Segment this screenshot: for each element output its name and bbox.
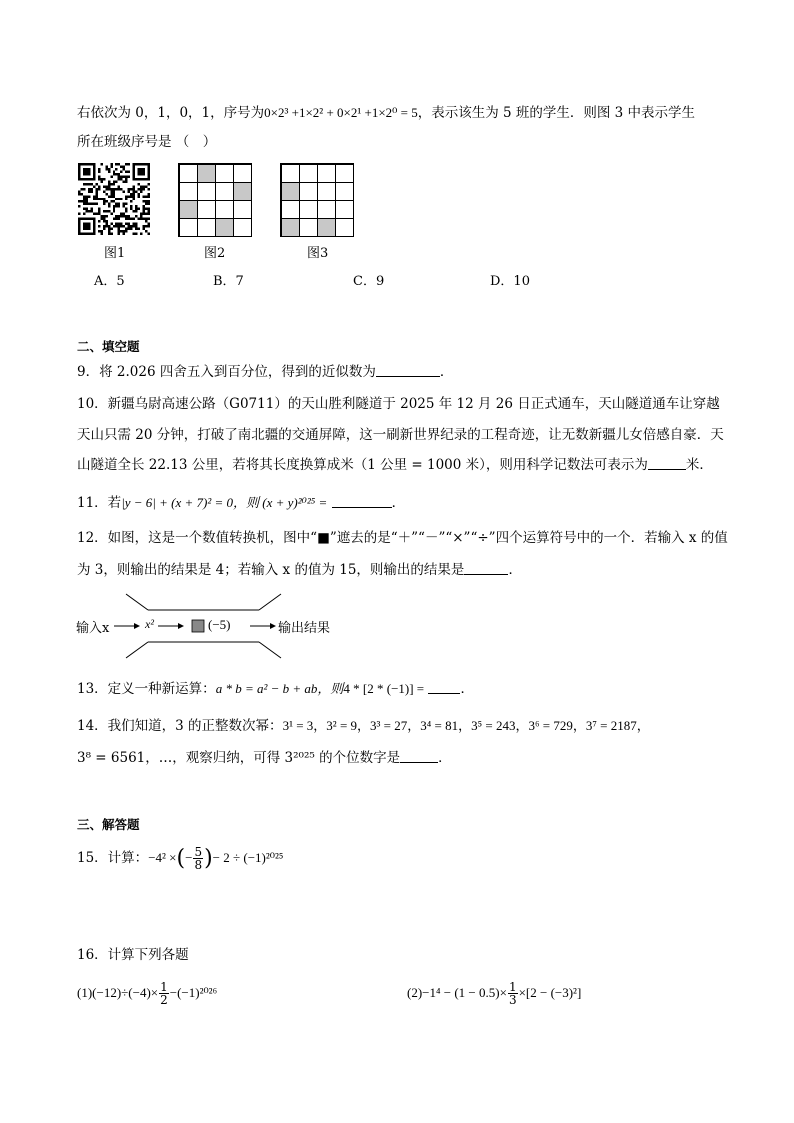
q11-end: ． [391, 495, 406, 511]
figure-2-cell [179, 200, 198, 219]
q16-p1-den: 2 [160, 993, 168, 1007]
figure-2-grid [178, 163, 252, 237]
q15-frac-den: 8 [194, 858, 203, 872]
figure-3-cell [299, 182, 318, 201]
q16-p2-den: 3 [508, 993, 517, 1007]
q14-end: ． [438, 750, 452, 766]
q8-expr: 0×2³ +1×2² + 0×2¹ +1×2⁰ = 5 [264, 105, 418, 120]
figure-3-cell [299, 164, 318, 183]
q13-answer-blank[interactable] [428, 681, 460, 694]
q12-end: ． [508, 562, 522, 578]
q12-answer-blank[interactable] [464, 562, 508, 575]
q10-line3 [77, 455, 713, 475]
figure-3-cell [335, 218, 354, 237]
figure-3-cell [299, 200, 318, 219]
q14-line2 [77, 748, 452, 768]
q12-line2 [77, 560, 522, 580]
q13-definition: a * b = a² − b + ab，则 [215, 681, 344, 696]
option-a[interactable]: A．5 [94, 274, 125, 289]
q12-line1: 12．如图，这是一个数值转换机，图中“■”遮去的是“＋”“－”“×”“÷”四个运算符号中的一个．若输入 x 的值 [77, 530, 728, 546]
figure-2-cell [179, 218, 198, 237]
figure-3-cell [281, 218, 300, 237]
machine-operand-label: (−5) [208, 617, 231, 632]
figure-3-cell [335, 182, 354, 201]
q8-text-b: ，表示该生为 5 班的学生．则图 3 中表示学生 [417, 105, 696, 121]
q10-end: 米． [685, 457, 713, 473]
q15-frac-num: 5 [194, 845, 203, 859]
figure-2-cell [197, 164, 216, 183]
figure-3-cell [317, 200, 336, 219]
figure-3-cell [317, 164, 336, 183]
figure-2-cell [233, 164, 252, 183]
q16-p2-expr-a: (2)−1⁴ − (1 − 0.5)× [407, 985, 507, 1000]
machine-output-label: 输出结果 [278, 621, 331, 636]
figure-3-cell [281, 164, 300, 183]
q12-text: 为 3，则输出的结果是 4；若输入 x 的值为 15，则输出的结果是 [77, 562, 465, 578]
figure-2-cell [215, 218, 234, 237]
figure-2-cell [179, 164, 198, 183]
q14-text: 14．我们知道，3 的正整数次幂： [77, 718, 283, 734]
q16-p1-fraction [159, 981, 169, 1006]
q13-expr: 4 * [2 * (−1)] = [343, 681, 425, 696]
q16-p2-num: 1 [508, 980, 517, 994]
q10-answer-blank[interactable] [648, 457, 686, 470]
figure-2-cell [197, 182, 216, 201]
machine-square-label: x² [145, 617, 154, 631]
q9 [77, 362, 453, 382]
section-3-title: 三、解答题 [77, 817, 140, 832]
q10-text: 山隧道全长 22.13 公里，若将其长度换算成米（1 公里 = 1000 米），则用科学记数法可表示为 [77, 457, 648, 473]
q11-answer-blank[interactable] [332, 495, 392, 508]
q9-end: ． [439, 364, 454, 380]
q15-expr-b: − 2 ÷ (−1)²⁰²⁵ [212, 850, 284, 865]
figure-2-cell [215, 182, 234, 201]
q15-label: 15．计算： [77, 850, 149, 866]
figure-2-cell [233, 218, 252, 237]
q8-text-a: 右依次为 0，1，0，1，序号为 [77, 105, 265, 121]
figure-2-cell [215, 200, 234, 219]
hidden-operator-square [192, 620, 204, 632]
machine-input-label: 输入x [76, 621, 110, 636]
q10-line1: 10．新疆乌尉高速公路（G0711）的天山胜利隧道于 2025 年 12 月 26 日正式通车，天山隧道通车让穿越 [77, 396, 720, 412]
q9-text: 9．将 2.026 四舍五入到百分位，得到的近似数为 [77, 364, 376, 380]
figure-3-cell [317, 182, 336, 201]
q14-text-2: 3⁸ = 6561，…，观察归纳，可得 3²⁰²⁵ 的个位数字是 [77, 750, 401, 766]
q16-part1 [77, 978, 217, 1008]
q16-part2 [407, 978, 581, 1008]
q13 [77, 679, 474, 699]
q15: 15．计算：−4² ×(− $\frac{5}{8}$ )− 2 ÷ (−1)²⁰²⁵ [77, 845, 284, 872]
figure-2-cell [197, 200, 216, 219]
q16-p2-expr-b: ×[2 − (−3)²] [518, 985, 582, 1000]
figure-2-cell [215, 164, 234, 183]
q14-line1 [77, 716, 650, 736]
q13-label: 13．定义一种新运算： [77, 681, 216, 697]
q13-end: ． [460, 681, 474, 697]
figure-2-cell [233, 200, 252, 219]
option-b[interactable]: B．7 [213, 274, 244, 289]
q15-expr-a: −4² × [148, 850, 177, 865]
q14-answer-blank[interactable] [400, 750, 438, 763]
figure-3-cell [281, 182, 300, 201]
q9-answer-blank[interactable] [376, 364, 440, 377]
figure-3-cell [299, 218, 318, 237]
figure-2-cell [179, 182, 198, 201]
qr-code-image [78, 163, 150, 235]
figure-3-caption: 图3 [307, 246, 329, 261]
q14-powers: 3¹ = 3，3² = 9，3³ = 27，3⁴ = 81，3⁵ = 243，3⁶ = 729，3⁷ = 2187， [282, 718, 650, 733]
option-c[interactable]: C．9 [353, 274, 385, 289]
figure-3-cell [281, 200, 300, 219]
q11-label: 11．若 [77, 495, 122, 511]
q15-fraction [193, 846, 203, 871]
q16-p2-fraction [508, 981, 518, 1006]
conversion-machine-diagram [74, 590, 344, 662]
option-d[interactable]: D．10 [490, 274, 530, 289]
q16-p1-expr-b: −(−1)²⁰²⁶ [169, 985, 218, 1000]
q8-line1 [77, 103, 695, 123]
figure-3-cell [317, 218, 336, 237]
section-2-title: 二、填空题 [77, 339, 140, 354]
figure-3-grid [280, 163, 354, 237]
figure-1-caption: 图1 [104, 246, 126, 261]
q11-expr: |y − 6| + (x + 7)² = 0，则 (x + y)²⁰²⁵ = [121, 495, 328, 510]
figure-3-cell [335, 200, 354, 219]
figure-2-cell [197, 218, 216, 237]
figure-3-cell [335, 164, 354, 183]
q8-line2: 所在班级序号是 （ ） [77, 134, 217, 150]
figure-2-caption: 图2 [204, 246, 226, 261]
q11 [77, 493, 405, 513]
q16-p1-expr-a: (1)(−12)÷(−4)× [77, 985, 159, 1000]
figure-2-cell [233, 182, 252, 201]
q16-p1-num: 1 [160, 980, 168, 994]
q16-title: 16．计算下列各题 [77, 947, 189, 963]
q10-line2: 天山只需 20 分钟，打破了南北疆的交通屏障，这一刷新世界纪录的工程奇迹，让无数新疆儿女倍感自豪．天 [77, 427, 724, 443]
